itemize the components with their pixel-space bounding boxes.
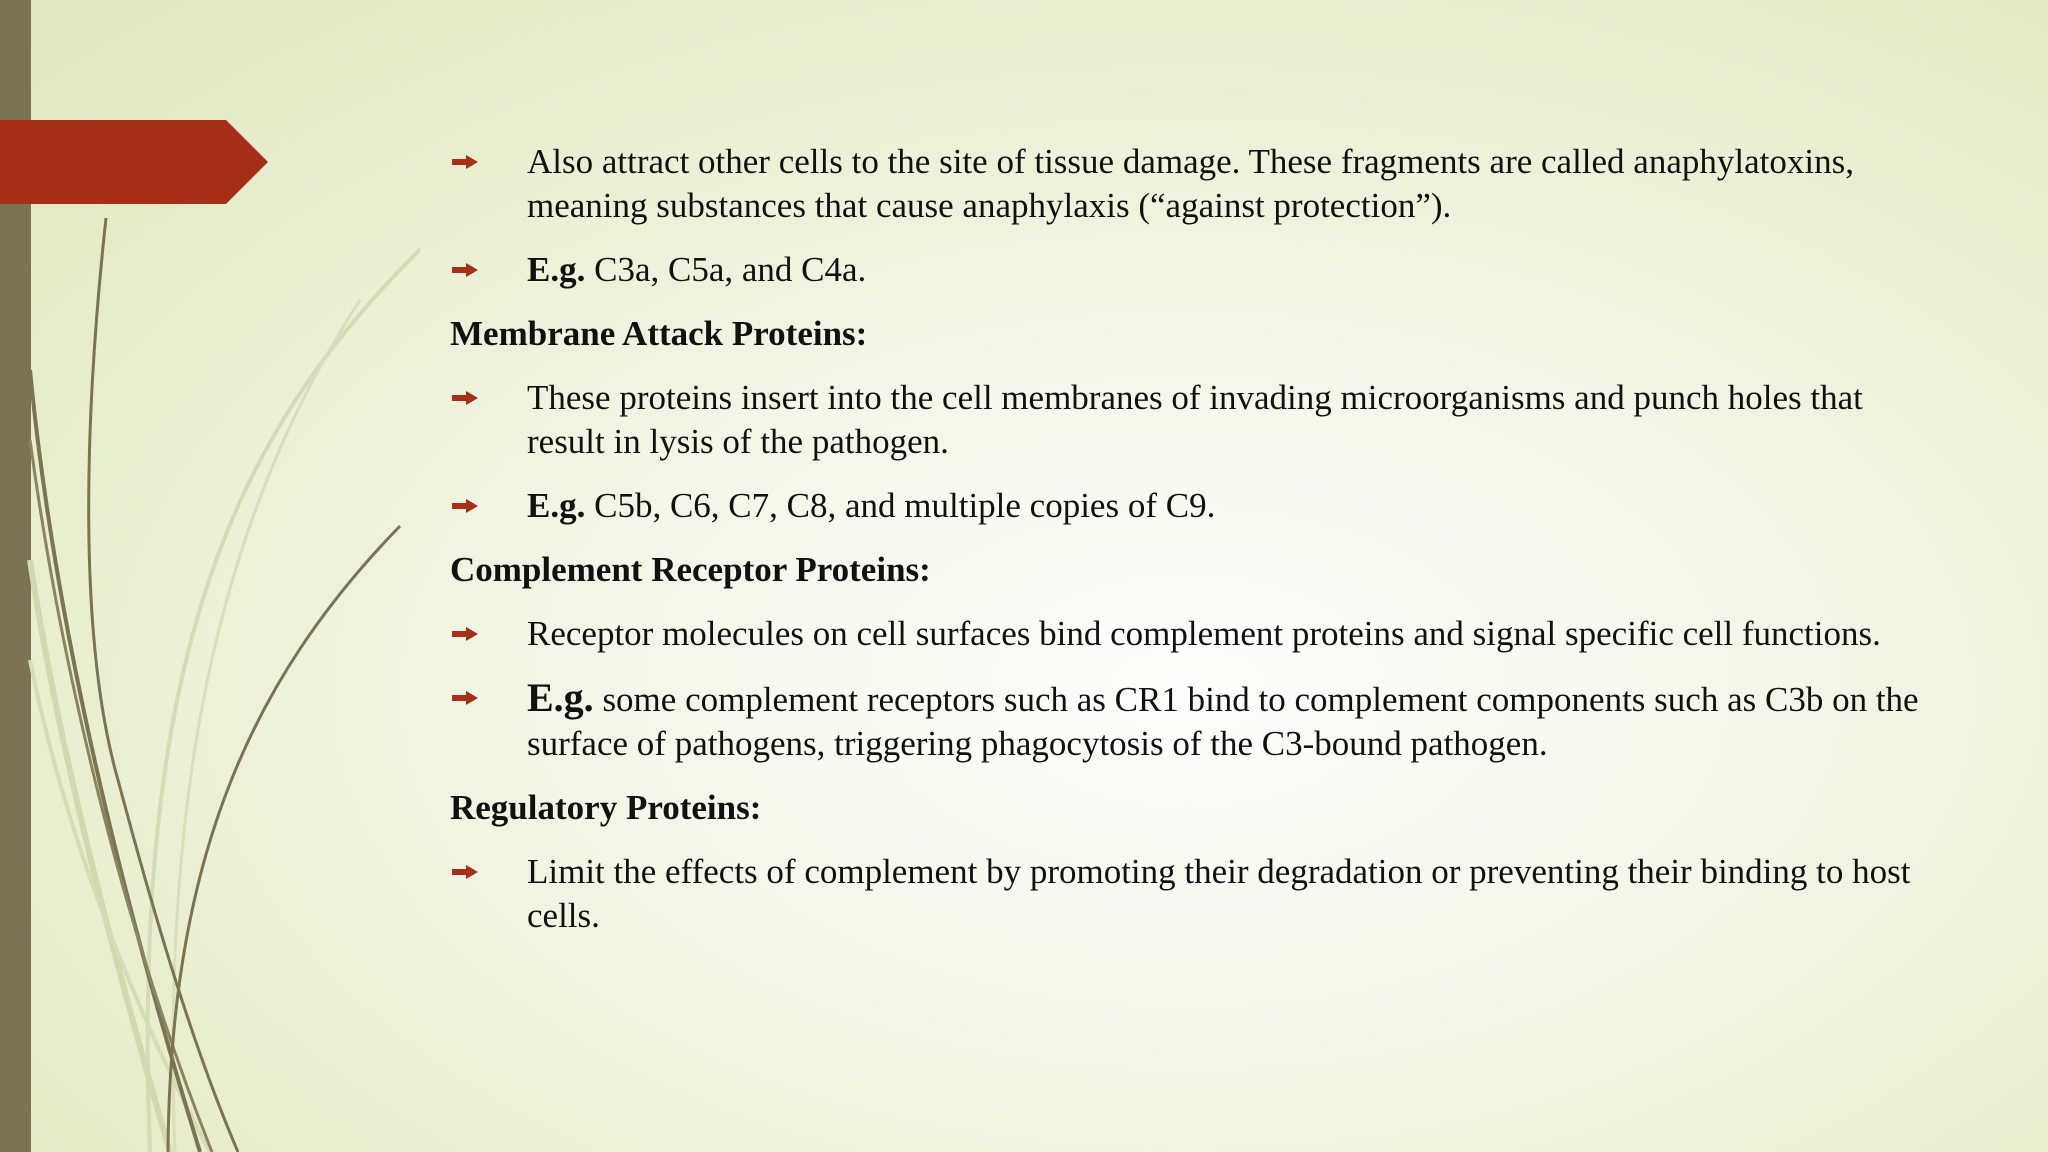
bullet-text [527, 484, 1930, 528]
example-text: C3a, C5a, and C4a. [585, 250, 867, 289]
bullet-text: These proteins insert into the cell membranes of invading microorganisms and punch holes that result in lysis of the pathogen. [527, 378, 1863, 461]
arrow-bullet-icon [450, 850, 527, 894]
list-item [450, 376, 1930, 464]
arrow-bullet-icon [450, 676, 527, 720]
arrow-bullet-icon [450, 612, 527, 656]
arrow-bullet-icon [450, 376, 527, 420]
list-item [450, 140, 1930, 228]
list-item [450, 612, 1930, 656]
arrow-banner [0, 120, 268, 204]
list-item [450, 676, 1930, 766]
bullet-text: Also attract other cells to the site of tissue damage. These fragments are called anaphylatoxins, meaning substances that cause anaphylaxis (“against protection”). [527, 142, 1854, 225]
section-heading: Complement Receptor Proteins: [450, 550, 931, 589]
example-text: some complement receptors such as CR1 bind to complement components such as C3b on the surface of pathogens, triggering phagocytosis of the C3-bound pathogen. [527, 680, 1919, 763]
bullet-text [527, 676, 1930, 766]
slide-content [450, 140, 1930, 958]
decorative-curves [0, 0, 420, 1152]
list-item [450, 248, 1930, 292]
example-label: E.g. [527, 250, 586, 289]
example-label: E.g. [527, 486, 586, 525]
bullet-text: Limit the effects of complement by promoting their degradation or preventing their binding to host cells. [527, 852, 1911, 935]
list-item [450, 850, 1930, 938]
section-heading: Regulatory Proteins: [450, 788, 762, 827]
bullet-text [527, 248, 1930, 292]
bullet-text: Receptor molecules on cell surfaces bind complement proteins and signal specific cell functions. [527, 614, 1881, 653]
arrow-bullet-icon [450, 484, 527, 528]
list-item [450, 484, 1930, 528]
example-text: C5b, C6, C7, C8, and multiple copies of C9. [585, 486, 1216, 525]
arrow-bullet-icon [450, 248, 527, 292]
example-label: E.g. [527, 675, 594, 720]
arrow-bullet-icon [450, 140, 527, 184]
section-heading: Membrane Attack Proteins: [450, 314, 868, 353]
